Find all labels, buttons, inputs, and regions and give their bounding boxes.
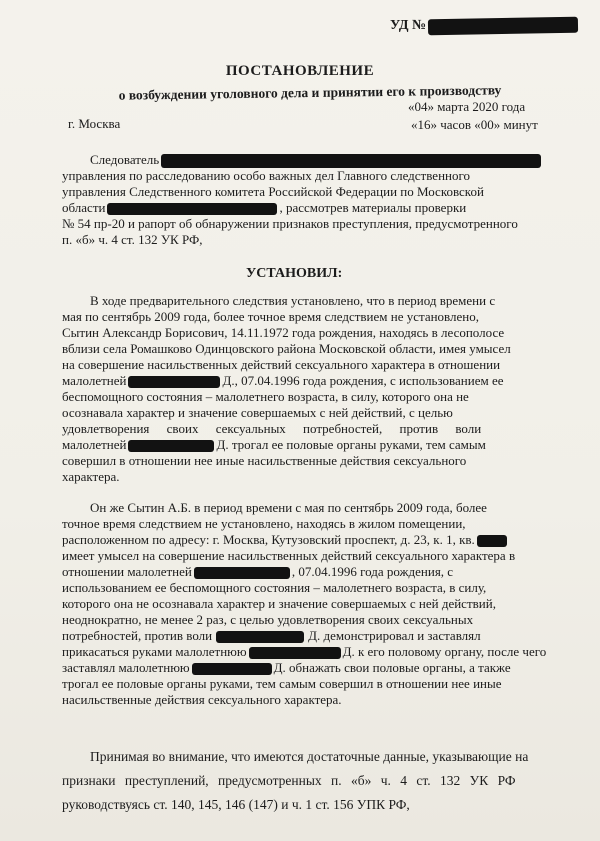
paragraph-line: насильственные действия сексуального характера. [62,692,342,707]
paragraph-line: малолетней [62,437,127,452]
intro-line: п. «б» ч. 4 ст. 132 УК РФ, [62,232,203,248]
intro-line-tail: , рассмотрев материалы проверки [279,200,467,216]
redaction-mark [128,440,214,452]
document-date: «04» марта 2020 года [408,99,526,114]
paragraph-line-tail: Д. к его половому органу, после чего [342,644,547,659]
paragraph-line: неоднократно, не менее 2 раз, с целью удовлетворения своих сексуальных [62,612,474,627]
document-city: г. Москва [68,116,121,131]
redaction-mark [192,663,272,675]
paragraph-line: потребностей, против воли [62,628,213,643]
redaction-mark [128,376,220,388]
paragraph-line: отношении малолетней [62,564,192,579]
paragraph-line: прикасаться руками малолетнюю [62,644,247,659]
document-title: ПОСТАНОВЛЕНИЕ [225,63,375,79]
paragraph-line-tail: , 07.04.1996 года рождения, с [291,564,454,579]
document-time: «16» часов «00» минут [411,117,538,132]
redaction-mark [107,203,277,215]
redaction-mark [477,535,507,547]
paragraph-3 [62,745,598,817]
intro-line: Следователь [90,152,160,167]
paragraph-line: малолетней [62,373,127,388]
paragraph-line: заставлял малолетнюю [62,660,190,675]
paragraph-line: использованием ее беспомощного состояния – малолетнего возраста, в силу, [62,580,487,595]
section-heading: УСТАНОВИЛ: [246,266,343,281]
paragraph-line: имеет умысел на совершение насильственных действий сексуального характера в [62,548,516,563]
paragraph-line: совершил в отношении нее иные насильственные действия сексуального [62,453,467,468]
paragraph-line: Принимая во внимание, что имеются достаточные данные, указывающие на [90,749,529,764]
intro-line: области [62,200,106,216]
paragraph-line-tail: Д. трогал ее половые органы руками, тем самым [216,437,486,452]
intro-line: управления Следственного комитета Российской Федерации по Московской [62,184,484,200]
paragraph-line-tail: Д. демонстрировал и заставлял [308,628,481,643]
redaction-mark [161,154,541,168]
paragraph-line: Он же Сытин А.Б. в период времени с мая по сентябрь 2009 года, более [90,500,487,515]
paragraph-line: трогал ее половые органы руками, тем самым совершил в отношении нее иные [62,676,502,691]
paragraph-line: вблизи села Ромашково Одинцовского района Московской области, имея умысел [62,341,511,356]
paragraph-line: осознавала характер и значение совершаемых с ней действий, с целью [62,405,453,420]
paragraph-line: В ходе предварительного следствия установлено, что в период времени с [90,293,496,308]
intro-line: управления по расследованию особо важных дел Главного следственного [62,168,470,184]
paragraph-line: Сытин Александр Борисович, 14.11.1972 года рождения, находясь в лесополосе [62,325,505,340]
paragraph-line-tail: Д., 07.04.1996 года рождения, с использованием ее [222,373,504,388]
paragraph-2 [62,500,582,708]
paragraph-line: которого она не осознавала характер и значение совершаемых с ней действий, [62,596,496,611]
intro-line: № 54 пр-20 и рапорт об обнаружении признаков преступления, предусмотренного [62,216,518,232]
paragraph-line: удовлетворения своих сексуальных потребностей, против воли [62,421,482,436]
paragraph-line: расположенном по адресу: г. Москва, Кутузовский проспект, д. 23, к. 1, кв. [62,532,475,547]
redaction-mark [428,17,578,36]
intro-paragraph [62,152,562,248]
paragraph-line: признаки преступлений, предусмотренных п. «б» ч. 4 ст. 132 УК РФ [62,773,516,788]
case-number-label: УД № [390,18,427,34]
paragraph-line: на совершение насильственных действий сексуального характера в отношении [62,357,501,372]
paragraph-line: руководствуясь ст. 140, 145, 146 (147) и ч. 1 ст. 156 УПК РФ, [62,797,410,812]
paragraph-line: точное время следствием не установлено, находясь в жилом помещении, [62,516,466,531]
paragraph-line: беспомощного состояния – малолетнего возраста, в силу, которого она не [62,389,469,404]
redaction-mark [216,631,304,643]
paragraph-line: мая по сентябрь 2009 года, более точное время следствием не установлено, [62,309,479,324]
redaction-mark [249,647,341,659]
document-subtitle: о возбуждении уголовного дела и принятии его к производству [118,82,502,103]
redaction-mark [194,567,290,579]
paragraph-line: характера. [62,469,120,484]
paragraph-line-tail: Д. обнажать свои половые органы, а также [273,660,511,675]
paragraph-1 [62,293,572,485]
case-number [390,18,578,34]
